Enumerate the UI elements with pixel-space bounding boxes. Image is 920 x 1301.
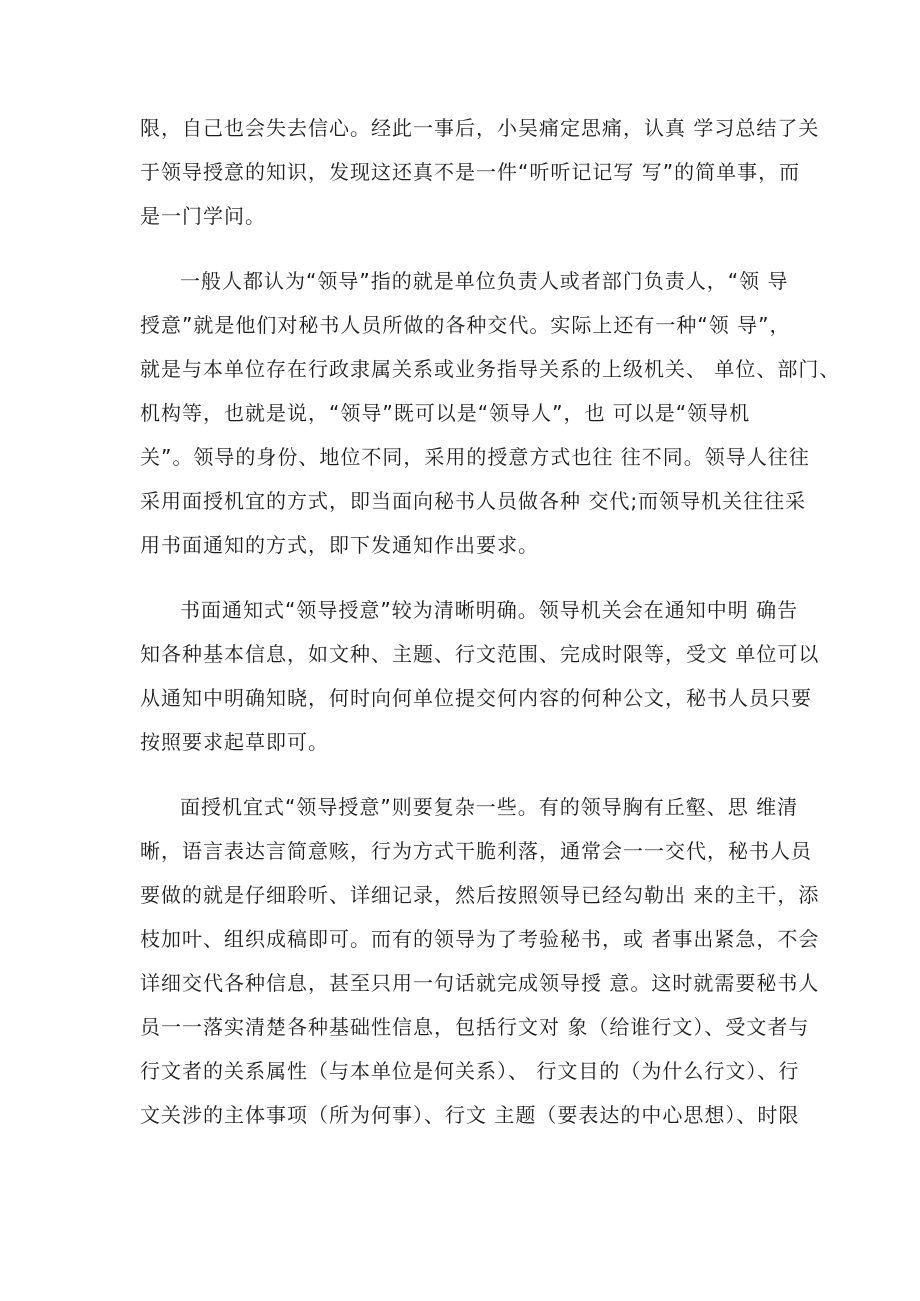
text-line: 从通知中明确知晓，何时向何单位提交何内容的何种公文，秘书人员只要 <box>140 686 812 710</box>
text-line: 晰，语言表达言简意赅，行为方式干脆利落，通常会一一交代，秘书人员 <box>140 839 812 863</box>
paragraph-4 <box>140 785 820 1137</box>
text-line: 机构等，也就是说，“领导”既可以是“领导人”，也 可以是“领导机 <box>140 401 751 425</box>
text-line: 书面通知式“领导授意”较为清晰明确。领导机关会在通知中明 确告 <box>180 598 799 622</box>
document-body <box>140 106 841 1158</box>
paragraph-3 <box>140 588 820 764</box>
text-line: 文关涉的主体事项（所为何事）、行文 主题（要表达的中心思想）、时限 <box>140 1103 800 1127</box>
text-line: 采用面授机宜的方式，即当面向秘书人员做各种 交代;而领导机关往往采 <box>140 489 807 513</box>
text-line: 知各种基本信息，如文种、主题、行文范围、完成时限等，受文 单位可以 <box>140 642 820 666</box>
text-line: 就是与本单位存在行政隶属关系或业务指导关系的上级机关、 单位、部门、 <box>140 357 841 381</box>
text-line: 员一一落实清楚各种基础性信息，包括行文对 象（给谁行文）、受文者与 <box>140 1015 810 1039</box>
text-line: 关”。领导的身份、地位不同，采用的授意方式也往 往不同。领导人往往 <box>140 445 810 469</box>
text-line: 授意”就是他们对秘书人员所做的各种交代。实际上还有一种“领 导”， <box>140 313 791 337</box>
text-line: 于领导授意的知识，发现这还真不是一件“听听记记写 写”的简单事，而 <box>140 160 801 184</box>
text-line: 行文者的关系属性（与本单位是何关系）、 行文目的（为什么行文）、行 <box>140 1059 800 1083</box>
text-line: 限，自己也会失去信心。经此一事后，小吴痛定思痛，认真 学习总结了关 <box>140 116 820 140</box>
text-line: 用书面通知的方式，即下发通知作出要求。 <box>140 533 539 557</box>
text-line: 要做的就是仔细聆听、详细记录，然后按照领导已经勾勒出 来的主干，添 <box>140 883 820 907</box>
paragraph-2 <box>140 259 841 567</box>
text-line: 一般人都认为“领导”指的就是单位负责人或者部门负责人，“领 导 <box>180 269 789 293</box>
text-line: 枝加叶、组织成稿即可。而有的领导为了考验秘书，或 者事出紧急，不会 <box>140 927 820 951</box>
text-line: 面授机宜式“领导授意”则要复杂一些。有的领导胸有丘壑、思 维清 <box>180 795 799 819</box>
text-line: 是一门学问。 <box>140 204 266 228</box>
text-line: 按照要求起草即可。 <box>140 730 329 754</box>
text-line: 详细交代各种信息，甚至只用一句话就完成领导授 意。这时就需要秘书人 <box>140 971 820 995</box>
paragraph-1 <box>140 106 820 238</box>
